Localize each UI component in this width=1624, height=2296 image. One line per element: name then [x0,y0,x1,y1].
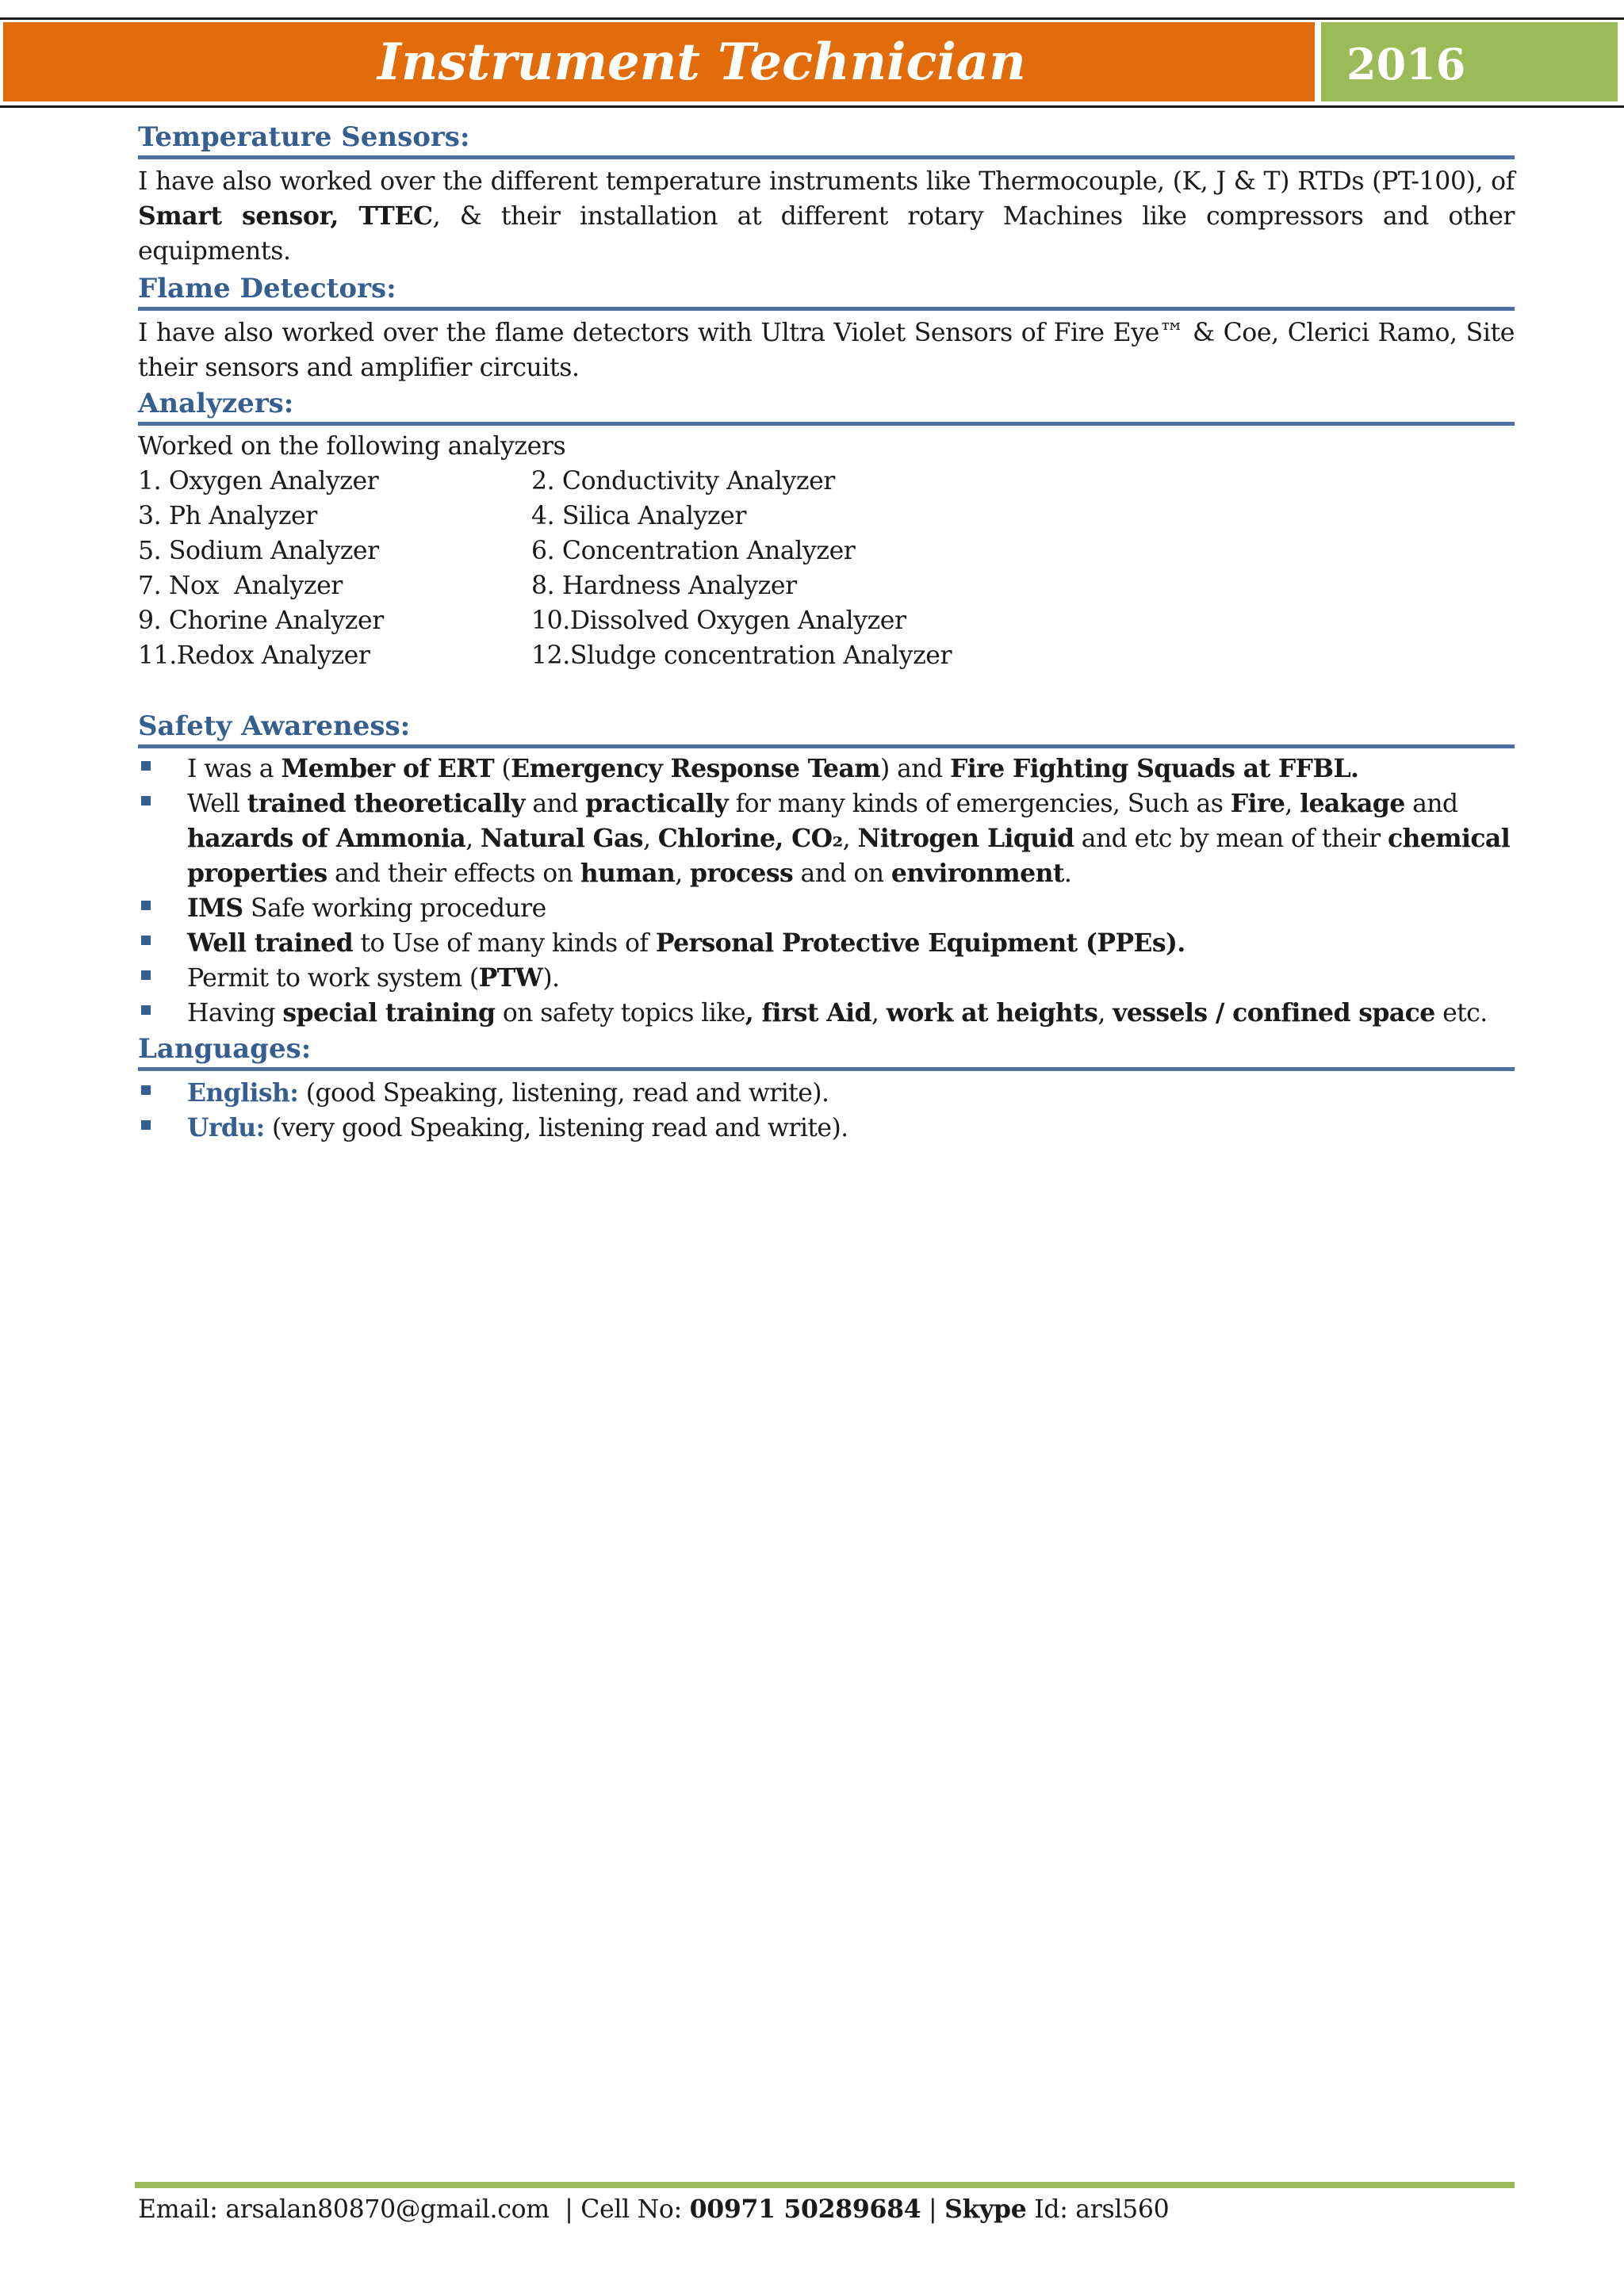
page-title: Instrument Technician [377,33,1026,92]
language-description: (good Speaking, listening, read and write). [298,1079,829,1108]
list-item [138,1076,1515,1111]
footer-rule [135,2182,1515,2188]
list-item [138,1111,1515,1146]
text-run: , & their installation at different rotary Machines like compressors and other equipments. [138,202,1515,266]
bold-run: Smart sensor, TTEC [138,201,433,231]
bullet-icon [141,1005,151,1015]
analyzer-item: 7. Nox Analyzer [138,572,343,600]
section-languages [138,1031,1515,1146]
list-item: Well trained theoretically and practically for many kinds of emergencies, Such as Fire, leakage and hazards of Ammonia, Natural Gas, Chlorine, CO₂, Nitrogen Liquid and etc by mean of their chemical properties and their effects on human, process and on environment. [138,786,1515,891]
section-heading: Analyzers: [138,385,1515,426]
analyzer-item: 6. Concentration Analyzer [531,537,856,565]
flame-paragraph: I have also worked over the flame detectors with Ultra Violet Sensors of Fire Eye™ & Coe, Clerici Ramo, Site their sensors and amplifier circuits. [138,319,1515,382]
analyzer-item: 4. Silica Analyzer [531,502,747,530]
bullet-icon [141,970,151,980]
languages-list [138,1076,1515,1146]
bullet-icon [141,1120,151,1130]
analyzer-item: 11.Redox Analyzer [138,641,370,670]
section-heading: Languages: [138,1031,1515,1071]
list-item: Well trained to Use of many kinds of Personal Protective Equipment (PPEs). [138,926,1515,961]
bullet-icon [141,796,151,806]
analyzer-item: 9. Chorine Analyzer [138,607,384,635]
list-item: Having special training on safety topics like, first Aid, work at heights, vessels / confined space etc. [138,996,1515,1031]
bullet-icon [141,936,151,945]
section-analyzers [138,385,1515,673]
language-description: (very good Speaking, listening read and write). [264,1114,848,1142]
analyzers-intro: Worked on the following analyzers [138,432,566,461]
section-heading: Safety Awareness: [138,708,1515,748]
bullet-icon [141,1085,151,1095]
text-run: I have also worked over the different temperature instruments like Thermocouple, (K, J & T) RTDs (PT-100), of [138,167,1515,196]
section-flame-detectors [138,270,1515,385]
section-safety-awareness [138,708,1515,1031]
analyzer-item: 5. Sodium Analyzer [138,537,379,565]
section-heading: Temperature Sensors: [138,119,1515,159]
list-item: I was a Member of ERT (Emergency Response Team) and Fire Fighting Squads at FFBL. [138,752,1515,786]
year-label: 2016 [1346,39,1466,90]
list-item: Permit to work system (PTW). [138,961,1515,996]
language-name: English: [187,1078,299,1108]
footer-skype-label: Skype [944,2195,1027,2224]
footer-contact [138,2191,1169,2228]
section-temperature-sensors [138,119,1515,269]
bullet-icon [141,901,151,910]
footer-email: Email: arsalan80870@gmail.com [138,2195,565,2224]
bullet-icon [141,761,151,771]
analyzer-item: 1. Oxygen Analyzer [138,467,379,496]
analyzer-list [138,464,1515,673]
language-name: Urdu: [187,1113,265,1142]
analyzer-item: 10.Dissolved Oxygen Analyzer [531,607,906,635]
section-heading: Flame Detectors: [138,270,1515,311]
analyzer-item: 3. Ph Analyzer [138,502,317,530]
resume-content [138,119,1515,1146]
safety-list [138,752,1515,1031]
analyzer-item: 2. Conductivity Analyzer [531,467,835,496]
footer-skype: Id: arsl560 [1026,2195,1170,2224]
footer-text: | Cell No: [565,2195,690,2224]
analyzer-item: 8. Hardness Analyzer [531,572,797,600]
temperature-paragraph [138,164,1515,269]
footer-text: | [921,2195,945,2224]
footer-phone: 00971 50289684 [689,2195,921,2224]
analyzer-item: 12.Sludge concentration Analyzer [531,641,952,670]
list-item: IMS Safe working procedure [138,891,1515,926]
